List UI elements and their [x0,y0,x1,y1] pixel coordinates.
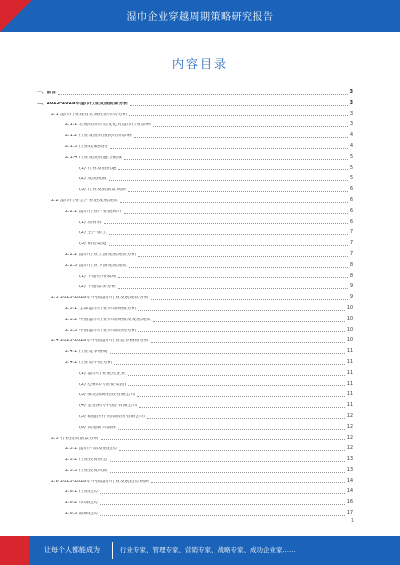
toc-heading: 内容目录 [171,57,228,71]
toc-leader-dots [124,213,348,214]
toc-leader-dots [110,472,345,473]
toc-leader-dots [134,137,348,138]
toc-leader-dots [118,169,348,170]
toc-entry-label: 2.3.3 中国湿巾行业市场结构分析 [65,328,137,333]
toc-entry[interactable] [37,366,353,377]
toc-entry-label: 2.4.2 行业集中度分析 [65,360,113,365]
toc-entry[interactable] [37,269,353,280]
toc-entry[interactable] [37,193,353,204]
toc-entry-page: 10 [346,338,353,344]
toc-entry[interactable] [37,355,353,366]
toc-entry-label: (1) 原材料 [79,220,102,225]
report-header-bar [0,0,400,32]
toc-entry[interactable] [37,387,353,398]
toc-entry[interactable] [37,484,353,495]
toc-entry-label: 2.4 2023-2028年中国湿巾行业竞争格局分析 [51,339,149,344]
toc-entry-page: 12 [346,413,353,419]
toc-leader-dots [129,267,348,268]
toc-entry-page: 4 [349,143,353,149]
toc-entry-page: 10 [346,327,353,333]
footer-slogan-right: 行业专家、管理专家、营销专家、战略专家、成功企业家…… [120,546,296,554]
toc-entry-page: 5 [349,176,353,182]
toc-entry-page: 12 [346,424,353,430]
toc-entry-page: 14 [346,489,353,495]
toc-entry[interactable] [37,506,353,517]
toc-entry[interactable] [37,495,353,506]
toc-entry-label: 2.2.2 湿巾行业上游发展现状分析 [65,252,137,257]
toc-entry-label: 2.5 行业投资前景分析 [51,436,99,441]
toc-leader-dots [139,407,345,408]
toc-entry[interactable] [37,247,353,258]
footer-red-block [0,536,30,565]
toc-leader-dots [138,310,345,311]
toc-leader-dots [128,385,345,386]
toc-entry-page: 7 [349,241,353,247]
toc-entry-label: (3) 行业发展前景预测 [79,188,126,193]
toc-entry[interactable] [37,171,353,182]
toc-entry[interactable] [37,279,353,290]
toc-entry[interactable] [37,420,353,431]
toc-entry-label: 2.6.2 市场趋势 [65,501,98,506]
toc-entry[interactable] [37,474,353,485]
toc-entry-page: 11 [346,349,353,355]
toc-entry-page: 11 [346,403,353,409]
toc-leader-dots [118,277,348,278]
toc-entry[interactable] [37,333,353,344]
toc-entry-page: 6 [349,187,353,193]
toc-entry-label: (1) 行业发展机遇 [79,166,117,171]
toc-leader-dots [58,94,347,95]
toc-entry-label: (1) 湿巾行业重点企业 [79,371,126,376]
toc-entry-label: 2.3.2 中国湿巾行业市场规模及发展现状 [65,317,151,322]
toc-entry-label: 2.4.1 行业竞争格局 [65,350,108,355]
toc-leader-dots [128,375,345,376]
toc-entry-label: 2.6 2023-2028年中国湿巾行业发展趋势预测 [51,479,149,484]
toc-entry-page: 6 [349,197,353,203]
toc-entry[interactable] [37,85,353,96]
toc-entry[interactable] [37,323,353,334]
toc-entry[interactable] [37,128,353,139]
toc-entry-page: 17 [346,511,353,517]
toc-entry-label: 2.2 湿巾行业全产业链发展现状 [51,198,118,203]
toc-entry-page: 11 [346,392,353,398]
toc-entry[interactable] [37,225,353,236]
toc-entry-label: 2.3.1 全球湿巾行业市场规模分析 [65,306,137,311]
toc-leader-dots [100,515,345,516]
toc-entry-page: 11 [346,359,353,365]
toc-leader-dots [109,245,348,246]
toc-leader-dots [151,342,345,343]
toc-entry-page: 9 [349,284,353,290]
footer-divider [112,542,113,559]
toc-entry-page: 3 [349,90,353,95]
toc-entry-page: 5 [349,165,353,171]
toc-entry-page: 9 [349,295,353,301]
toc-leader-dots [124,159,348,160]
toc-entry-page: 12 [346,435,353,441]
toc-leader-dots [129,115,348,116]
toc-leader-dots [147,418,345,419]
toc-entry-page: 16 [346,500,353,506]
toc-leader-dots [100,493,345,494]
toc-leader-dots [151,299,348,300]
toc-entry-page: 13 [346,457,353,463]
toc-entry-label: 2.1.3 行业政策扶持 [65,144,108,149]
page-number: 1 [350,518,354,524]
toc-entry[interactable] [37,431,353,442]
toc-entry[interactable] [37,377,353,388]
toc-entry[interactable] [37,236,353,247]
toc-entry-label: (2) 发展挑战 [79,177,107,182]
toc-entry-page: 4 [349,133,353,139]
toc-entry[interactable] [37,117,353,128]
toc-leader-dots [138,331,345,332]
toc-entry-label: 2.5.3 行业投资风险 [65,468,108,473]
toc-leader-dots [138,256,348,257]
toc-entry-page: 11 [346,381,353,387]
toc-leader-dots [114,364,345,365]
toc-entry-page: 10 [346,316,353,322]
toc-entry-label: 2.5.2 行业投资机会 [65,458,108,463]
toc-leader-dots [151,482,345,483]
toc-leader-dots [109,234,348,235]
toc-leader-dots [110,353,345,354]
toc-leader-dots [130,105,348,106]
toc-entry-page: 11 [346,370,353,376]
table-of-contents [37,85,353,517]
toc-entry-page: 10 [346,305,353,311]
toc-entry-page: 3 [349,111,353,117]
toc-leader-dots [110,148,348,149]
toc-entry-page: 6 [349,208,353,214]
toc-entry-label: 2.1.2 行业发展对国民经济影响 [65,134,132,139]
toc-entry-label: 2.6.3 品牌趋势 [65,512,98,517]
toc-entry-label: (1) 下游应用领域 [79,274,117,279]
toc-entry-label: 一、前言 [37,91,57,95]
toc-entry-page: 3 [349,122,353,128]
toc-entry[interactable] [37,441,353,452]
toc-entry-page: 13 [346,467,353,473]
toc-entry-page: 12 [346,446,353,452]
toc-entry-page: 5 [349,154,353,160]
toc-entry-page: 7 [349,251,353,257]
toc-entry[interactable] [37,290,353,301]
toc-entry[interactable] [37,150,353,161]
toc-entry[interactable] [37,204,353,215]
toc-entry-label: 2.1 湿巾行业现有宏观经济形势分析 [51,112,128,117]
toc-entry[interactable] [37,107,353,118]
toc-entry-label: 2.3 2023-2028年中国湿巾行业发展现状分析 [51,296,149,301]
toc-entry[interactable] [37,96,353,107]
toc-leader-dots [110,461,345,462]
toc-leader-dots [118,429,345,430]
toc-entry-label: 2.2.1 湿巾行业产业链简介 [65,209,122,214]
footer-bar [0,536,400,565]
toc-entry-label: 2.1.4 行业发展机遇与挑战 [65,155,122,160]
toc-entry-label: (2) 下游需求分析 [79,285,117,290]
toc-entry-label: (6) 其他新兴品牌 [79,425,117,430]
toc-entry-label: (2) 心相印 (恒安集团) [79,382,127,387]
toc-entry-label: (3) 维达国际控股有限公司 [79,393,136,398]
toc-entry-page: 14 [346,478,353,484]
toc-entry-page: 7 [349,230,353,236]
toc-leader-dots [153,321,345,322]
toc-entry[interactable] [37,344,353,355]
toc-entry[interactable] [37,452,353,463]
toc-leader-dots [104,223,348,224]
toc-entry-page: 8 [349,273,353,279]
toc-entry[interactable] [37,398,353,409]
toc-leader-dots [119,450,345,451]
toc-leader-dots [101,439,345,440]
toc-entry[interactable] [37,463,353,474]
toc-entry[interactable] [37,161,353,172]
toc-entry-label: 2.1.1 宏观经济形势变化对湿巾行业影响 [65,123,151,128]
toc-entry-page: 8 [349,262,353,268]
toc-entry[interactable] [37,215,353,226]
toc-entry-label: 2.2.3 湿巾行业下游发展现状 [65,263,127,268]
toc-leader-dots [120,202,348,203]
toc-entry[interactable] [37,312,353,323]
toc-entry-label: (5) 稳健医疗用品股份有限公司 [79,414,145,419]
toc-entry-label: (4) 金佰利 (中国) 有限公司 [79,404,138,409]
toc-entry[interactable] [37,258,353,269]
toc-entry-label: 二、2023-2028年湿巾行业发展前景分析 [37,101,129,106]
toc-entry[interactable] [37,182,353,193]
toc-entry[interactable] [37,139,353,150]
toc-entry[interactable] [37,301,353,312]
toc-leader-dots [137,396,345,397]
toc-entry-label: (2) 生产加工 [79,231,107,236]
footer-slogan-left: 让每个人都能成为 [44,546,100,554]
toc-leader-dots [153,126,348,127]
toc-leader-dots [118,288,348,289]
toc-entry-page: 6 [349,219,353,225]
toc-entry-label: 2.6.1 行业趋势 [65,490,98,495]
toc-leader-dots [100,504,345,505]
toc-entry-label: (3) 销售渠道 [79,242,107,247]
toc-entry[interactable] [37,409,353,420]
toc-leader-dots [128,191,348,192]
toc-leader-dots [109,180,348,181]
report-title: 湿巾企业穿越周期策略研究报告 [126,12,274,23]
toc-entry-page: 3 [349,100,353,106]
toc-entry-label: 2.5.1 湿巾产品发展趋势 [65,447,118,452]
